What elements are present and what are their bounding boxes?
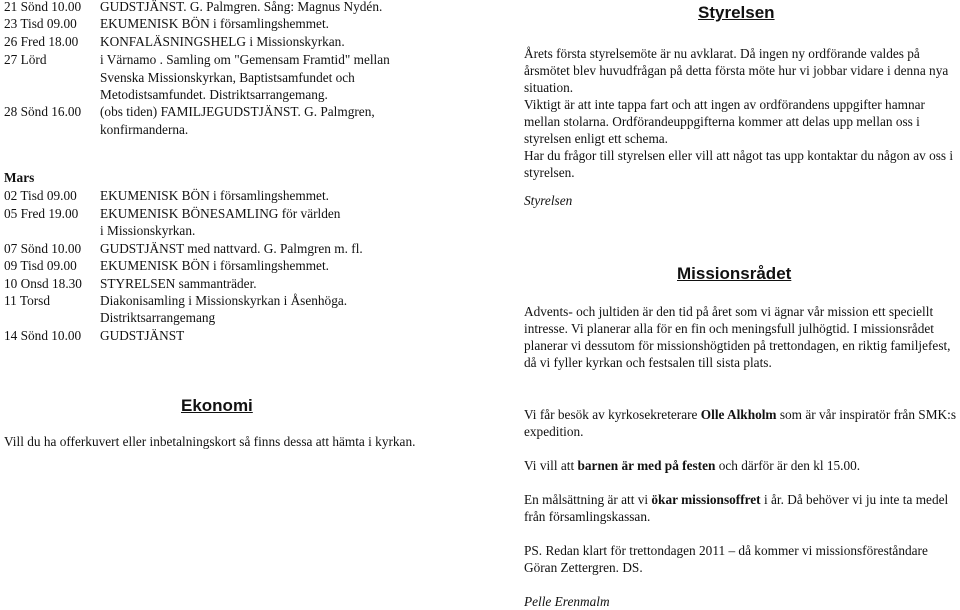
text-span: Vi vill att: [524, 458, 578, 473]
schedule-text: i Värnamo . Samling om "Gemensam Framtid" mellan: [100, 52, 390, 67]
bold-phrase: ökar missionsoffret: [651, 492, 761, 507]
schedule-text: (obs tiden) FAMILJEGUDSTJÄNST. G. Palmgren,: [100, 104, 375, 119]
ekonomi-heading: Ekonomi: [181, 396, 253, 415]
schedule-text: Svenska Missionskyrkan, Baptistsamfundet och: [100, 70, 355, 85]
schedule-date: 05 Fred 19.00: [4, 206, 79, 221]
schedule-date: 26 Fred 18.00: [4, 34, 79, 49]
schedule-date: 07 Sönd 10.00: [4, 241, 82, 256]
schedule-text: Metodistsamfundet. Distriktsarrangemang.: [100, 87, 328, 102]
schedule-date: 21 Sönd 10.00: [4, 0, 82, 14]
schedule-text: EKUMENISK BÖN i församlingshemmet.: [100, 16, 329, 31]
schedule-date: 23 Tisd 09.00: [4, 16, 77, 31]
text-span: som är vår inspiratör från SMK:s expedition.: [524, 407, 956, 439]
schedule-date: 28 Sönd 16.00: [4, 104, 82, 119]
schedule-date: 02 Tisd 09.00: [4, 188, 77, 203]
schedule-text: GUDSTJÄNST med nattvard. G. Palmgren m. fl.: [100, 241, 363, 256]
mission-paragraph: [524, 491, 958, 525]
schedule-date: 27 Lörd: [4, 52, 47, 67]
month-heading: Mars: [4, 170, 35, 185]
mission-paragraph: PS. Redan klart för trettondagen 2011 – då kommer vi missionsföreståndare Göran Zettergren. DS.: [524, 543, 928, 575]
mission-signature: Pelle Erenmalm: [524, 594, 610, 609]
text-span: i år. Då behöver vi ju inte ta medel från församlingskassan.: [524, 492, 949, 524]
schedule-text: EKUMENISK BÖN i församlingshemmet.: [100, 188, 329, 203]
schedule-date: 14 Sönd 10.00: [4, 328, 82, 343]
schedule-text: Diakonisamling i Missionskyrkan i Åsenhöga.: [100, 293, 348, 308]
bold-name: Olle Alkholm: [700, 407, 777, 422]
schedule-date: 09 Tisd 09.00: [4, 258, 77, 273]
schedule-text: konfirmanderna.: [100, 122, 189, 137]
mission-paragraph: [524, 457, 958, 474]
styrelsen-paragraph: Har du frågor till styrelsen eller vill att något tas upp kontaktar du någon av oss i styrelsen.: [524, 148, 954, 180]
schedule-text: EKUMENISK BÖN i församlingshemmet.: [100, 258, 329, 273]
styrelsen-paragraph: Viktigt är att inte tappa fart och att ingen av ordförandens uppgifter hamnar mellan stolarna. Ordförandeuppgifterna kommer att delas upp mellan oss i styrelsen enligt ett schema.: [524, 97, 925, 146]
schedule-text: STYRELSEN sammanträder.: [100, 276, 257, 291]
text-span: och därför är den kl 15.00.: [715, 458, 861, 473]
styrelsen-heading: Styrelsen: [698, 3, 775, 22]
missionsradet-heading: Missionsrådet: [677, 264, 792, 283]
text-span: En målsättning är att vi: [524, 492, 652, 507]
schedule-date: 11 Torsd: [4, 293, 50, 308]
mission-paragraph: Advents- och jultiden är den tid på året som vi ägnar vår mission ett speciellt intresse. Vi planerar alla för en fin och meningsfull julhögtid. I missionsrådet planerar vi dessutom för missionshögtiden på trettondagen, en riktig familjefest, då vi fyller kyrkan och festsalen till sista plats.: [524, 304, 951, 370]
schedule-text: EKUMENISK BÖNESAMLING för världen: [100, 206, 341, 221]
schedule-text: Distriktsarrangemang: [100, 310, 216, 325]
bold-phrase: barnen är med på festen: [577, 458, 716, 473]
ekonomi-text: Vill du ha offerkuvert eller inbetalningskort så finns dessa att hämta i kyrkan.: [4, 434, 416, 449]
mission-paragraph: [524, 406, 958, 440]
schedule-text: i Missionskyrkan.: [100, 223, 196, 238]
schedule-text: GUDSTJÄNST. G. Palmgren. Sång: Magnus Nydén.: [100, 0, 383, 14]
schedule-date: 10 Onsd 18.30: [4, 276, 82, 291]
styrelsen-signature: Styrelsen: [524, 193, 573, 208]
styrelsen-paragraph: Årets första styrelsemöte är nu avklarat. Då ingen ny ordförande valdes på årsmötet blev huvudfrågan på detta första möte hur vi jobbar vidare i denna nya situation.: [524, 46, 949, 95]
schedule-text: KONFALÄSNINGSHELG i Missionskyrkan.: [100, 34, 345, 49]
schedule-text: GUDSTJÄNST: [100, 328, 185, 343]
text-span: Vi får besök av kyrkosekreterare: [524, 407, 701, 422]
